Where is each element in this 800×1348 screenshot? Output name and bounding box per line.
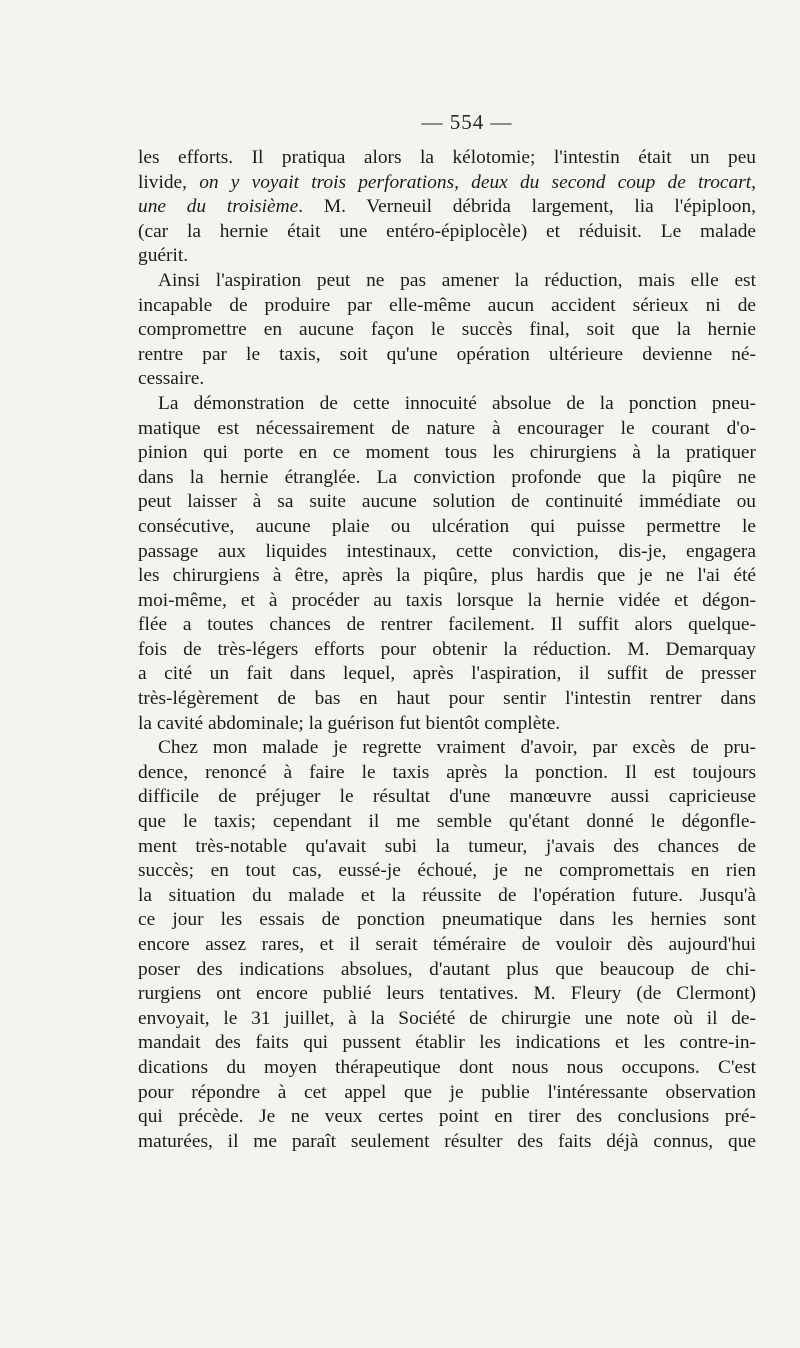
text-line <box>138 859 756 884</box>
text-line <box>138 589 756 614</box>
text-span: moi-même, et à procéder au taxis lorsque la hernie vidée et dégon- <box>138 589 756 611</box>
text-span: flée a toutes chances de rentrer facilement. Il suffit alors quelque- <box>138 614 756 636</box>
text-line <box>138 294 756 319</box>
text-span: maturées, il me paraît seulement résulter des faits déjà connus, que <box>138 1130 756 1152</box>
page-number: — 554 — <box>421 110 513 134</box>
text-line <box>138 1081 756 1106</box>
text-span: consécutive, aucune plaie ou ulcération qui puisse permettre le <box>138 515 756 537</box>
text-span: matique est nécessairement de nature à encourager le courant d'o- <box>138 417 756 439</box>
text-span: a cité un fait dans lequel, après l'aspiration, il suffit de presser <box>138 663 756 685</box>
text-span: la cavité abdominale; la guérison fut bientôt complète. <box>138 712 561 734</box>
text-span: les efforts. Il pratiqua alors la kélotomie; l'intestin était un peu <box>138 147 756 168</box>
text-line <box>138 269 756 294</box>
text-span: La démonstration de cette innocuité absolue de la ponction pneu- <box>158 392 756 414</box>
text-line <box>138 417 756 442</box>
text-span: pinion qui porte en ce moment tous les chirurgiens à la pratiquer <box>138 442 756 464</box>
text-span: guérit. <box>138 245 189 267</box>
text-span: les chirurgiens à être, après la piqûre, plus hardis que je ne l'ai été <box>138 565 756 587</box>
text-span: dence, renoncé à faire le taxis après la ponction. Il est toujours <box>138 761 756 783</box>
text-line <box>138 687 756 712</box>
body-text <box>138 146 756 1154</box>
text-line <box>138 638 756 663</box>
italic-text: on y voyait trois perforations, deux du second coup de trocart, <box>199 171 756 193</box>
text-span: que le taxis; cependant il me semble qu'étant donné le dégonfle- <box>138 811 756 833</box>
text-line <box>138 220 756 245</box>
text-span: Ainsi l'aspiration peut ne pas amener la réduction, mais elle est <box>158 269 756 291</box>
text-span: qui précède. Je ne veux certes point en tirer des conclusions pré- <box>138 1106 756 1128</box>
text-line <box>138 785 756 810</box>
text-span: la situation du malade et la réussite de l'opération future. Jusqu'à <box>138 884 756 906</box>
text-line <box>138 933 756 958</box>
text-line <box>138 835 756 860</box>
text-span: peut laisser à sa suite aucune solution de continuité immédiate ou <box>138 491 756 513</box>
text-span: ment très-notable qu'avait subi la tumeur, j'avais des chances de <box>138 835 756 857</box>
text-span: . M. Verneuil débrida largement, lia l'épiploon, <box>298 196 757 218</box>
text-line <box>138 884 756 909</box>
document-page <box>138 108 756 1154</box>
text-span: cessaire. <box>138 368 205 390</box>
text-line <box>138 1130 756 1155</box>
text-span: mandait des faits qui pussent établir les indications et les contre-in- <box>138 1032 756 1054</box>
text-line <box>138 662 756 687</box>
text-line <box>138 1007 756 1032</box>
text-line <box>138 810 756 835</box>
text-span: Chez mon malade je regrette vraiment d'avoir, par excès de pru- <box>158 737 756 759</box>
text-line <box>138 515 756 540</box>
text-line <box>138 466 756 491</box>
text-line <box>138 441 756 466</box>
text-span: (car la hernie était une entéro-épiplocèle) et réduisit. Le malade <box>138 220 756 242</box>
text-span: poser des indications absolues, d'autant plus que beaucoup de chi- <box>138 958 756 980</box>
text-span: encore assez rares, et il serait téméraire de vouloir dès aujourd'hui <box>138 934 756 955</box>
text-span: incapable de produire par elle-même aucun accident sérieux ni de <box>138 294 756 316</box>
text-line <box>138 564 756 589</box>
text-span: ce jour les essais de ponction pneumatique dans les hernies sont <box>138 909 756 931</box>
text-span: compromettre en aucune façon le succès final, soit que la hernie <box>138 319 756 341</box>
text-span: succès; en tout cas, eussé-je échoué, je ne compromettais en rien <box>138 860 756 882</box>
text-line <box>138 761 756 786</box>
text-line <box>138 367 756 392</box>
text-line <box>138 195 756 220</box>
text-line <box>138 146 756 171</box>
text-span: dans la hernie étranglée. La conviction profonde que la piqûre ne <box>138 466 756 488</box>
text-line <box>138 318 756 343</box>
text-line <box>138 982 756 1007</box>
text-line <box>138 540 756 565</box>
text-span: fois de très-légers efforts pour obtenir la réduction. M. Demarquay <box>138 638 756 660</box>
italic-text: une du troisième <box>138 196 299 218</box>
text-span: très-légèrement de bas en haut pour sentir l'intestin rentrer dans <box>138 688 756 710</box>
text-span: livide, <box>138 171 200 193</box>
text-span: dications du moyen thérapeutique dont nous nous occupons. C'est <box>138 1056 756 1078</box>
text-line <box>138 958 756 983</box>
text-line <box>138 712 756 737</box>
text-line <box>138 343 756 368</box>
text-line <box>138 392 756 417</box>
text-line <box>138 613 756 638</box>
text-span: pour répondre à cet appel que je publie l'intéressante observation <box>138 1081 756 1103</box>
text-line <box>138 1031 756 1056</box>
text-line <box>138 171 756 196</box>
text-span: envoyait, le 31 juillet, à la Société de chirurgie une note où il de- <box>138 1007 756 1029</box>
text-line <box>138 244 756 269</box>
text-line <box>138 736 756 761</box>
text-span: passage aux liquides intestinaux, cette conviction, dis-je, engagera <box>138 540 756 562</box>
text-line <box>138 1056 756 1081</box>
text-line <box>138 490 756 515</box>
text-line <box>138 1105 756 1130</box>
text-span: rurgiens ont encore publié leurs tentatives. M. Fleury (de Clermont) <box>138 983 756 1005</box>
text-span: difficile de préjuger le résultat d'une manœuvre aussi capricieuse <box>138 786 756 808</box>
text-span: rentre par le taxis, soit qu'une opération ultérieure devienne né- <box>138 343 756 365</box>
text-line <box>138 908 756 933</box>
